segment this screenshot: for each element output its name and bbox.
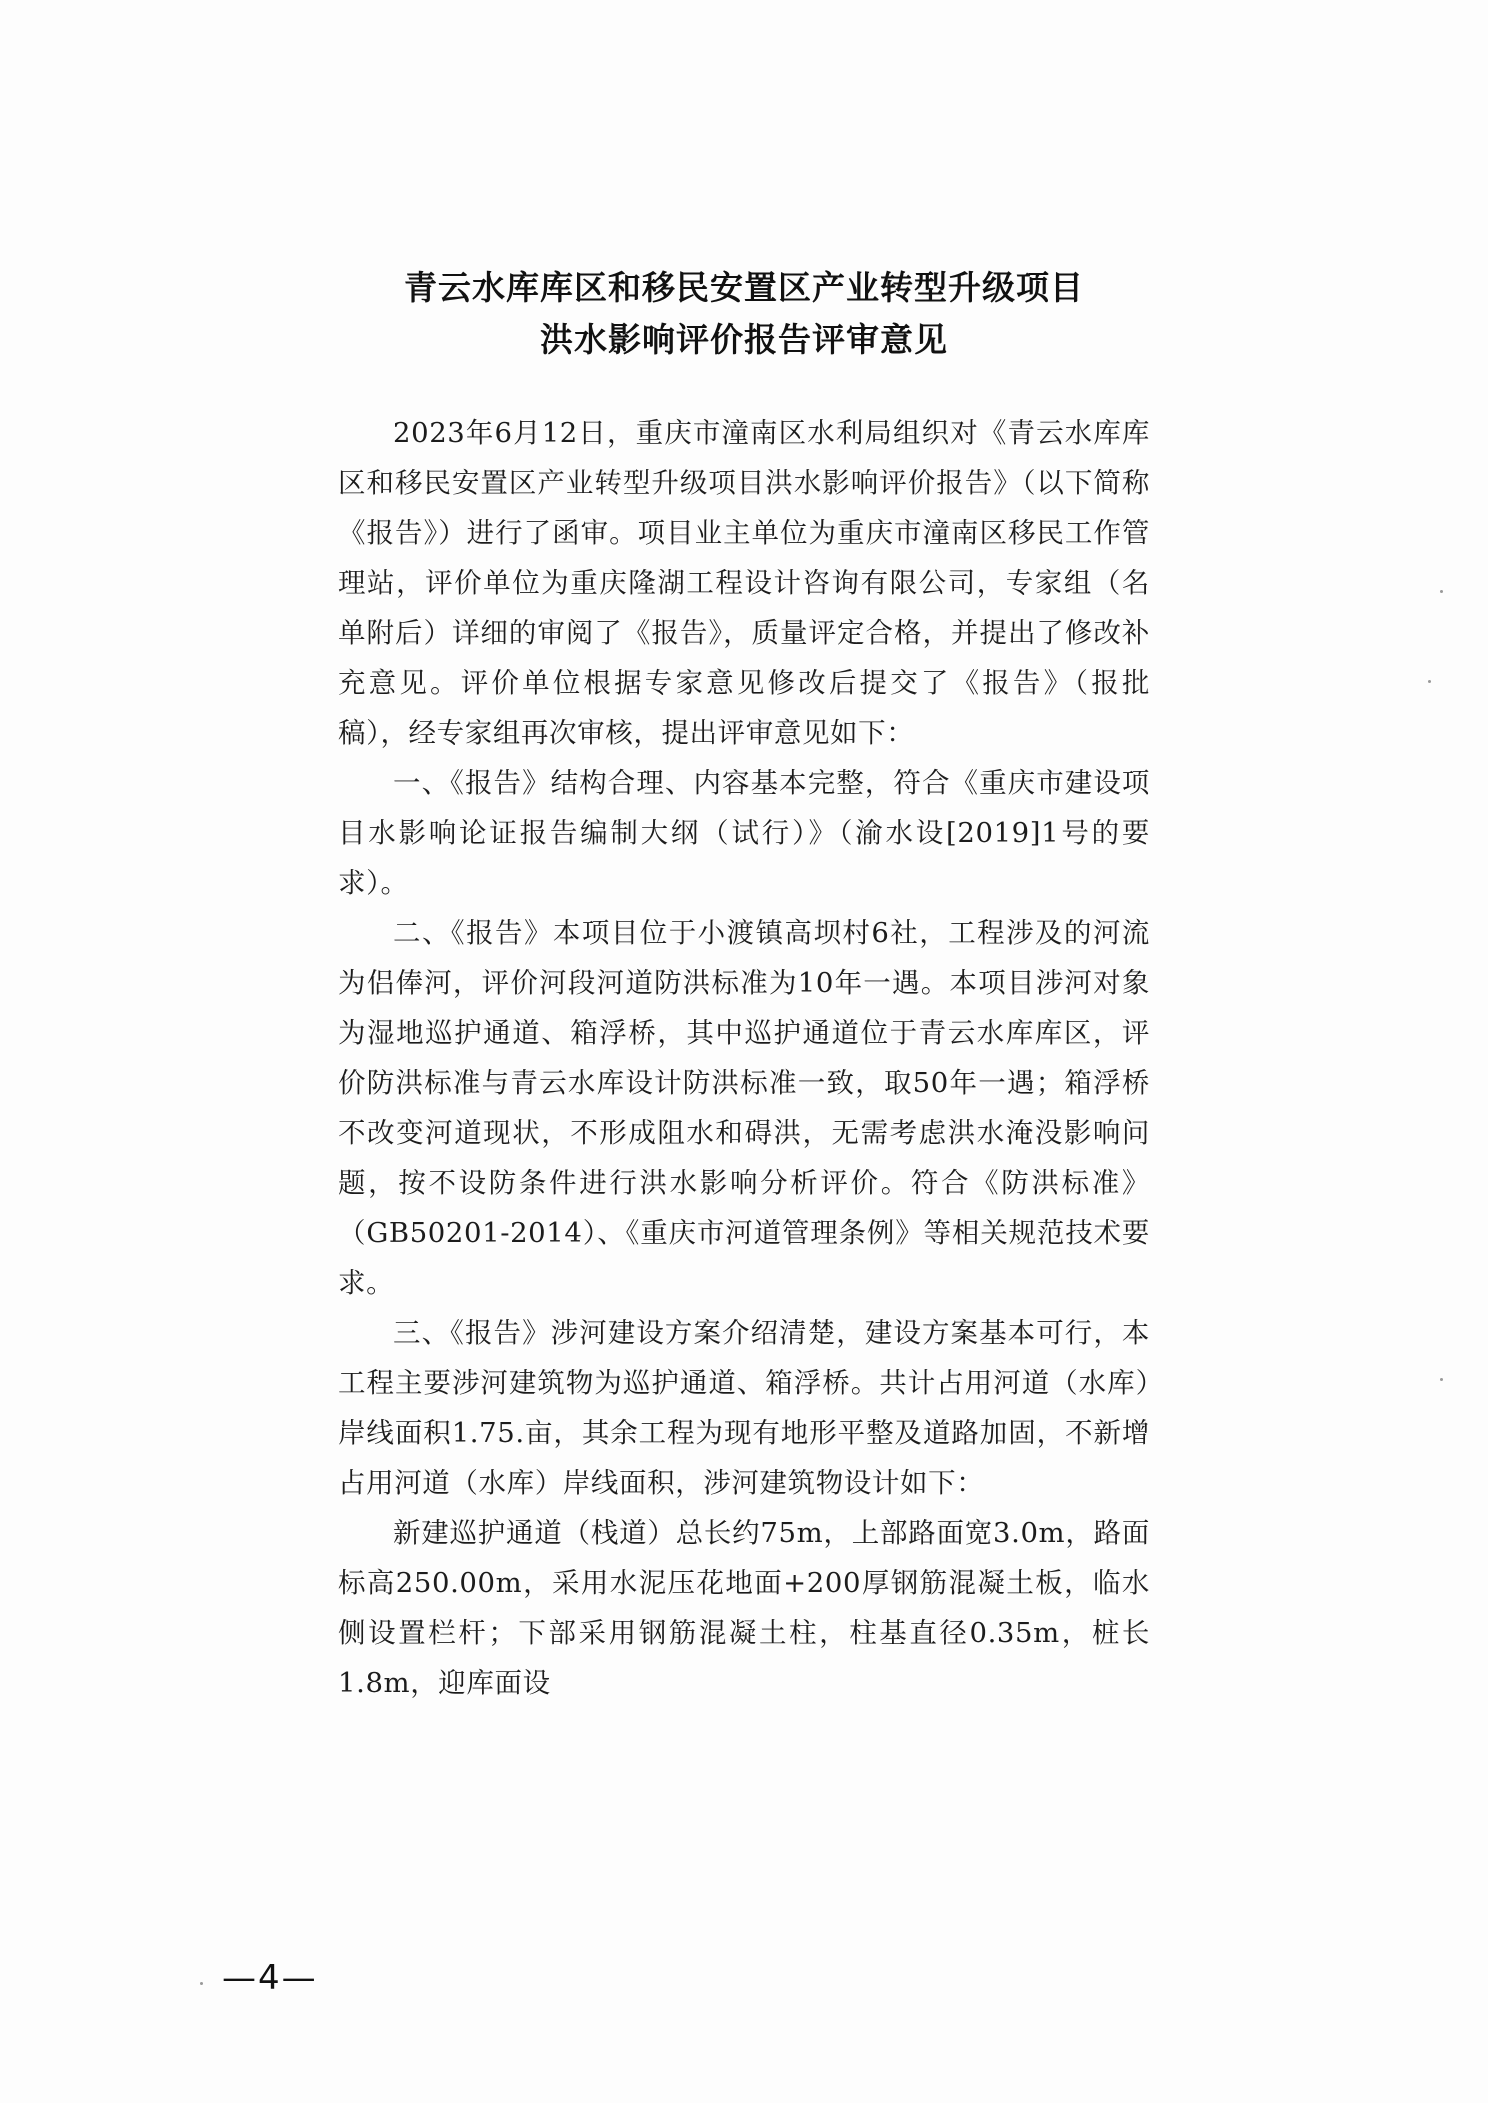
paragraph-intro: 2023年6月12日，重庆市潼南区水利局组织对《青云水库库区和移民安置区产业转型升级项目洪水影响评价报告》（以下简称《报告》）进行了函审。项目业主单位为重庆市潼南区移民工作管理站，评价单位为重庆隆湖工程设计咨询有限公司，专家组（名单附后）详细的审阅了《报告》，质量评定合格，并提出了修改补充意见。评价单位根据专家意见修改后提交了《报告》（报批稿），经专家组再次审核，提出评审意见如下： bbox=[338, 417, 1150, 749]
paragraph-item-3: 三、《报告》涉河建设方案介绍清楚，建设方案基本可行，本工程主要涉河建筑物为巡护通道、箱浮桥。共计占用河道（水库）岸线面积1.75.亩，其余工程为现有地形平整及道路加固，不新增占用河道（水库）岸线面积，涉河建筑物设计如下： bbox=[338, 1317, 1150, 1499]
scan-speck bbox=[1428, 680, 1431, 683]
paragraph-design-details: 新建巡护通道（栈道）总长约75m，上部路面宽3.0m，路面标高250.00m，采用水泥压花地面+200厚钢筋混凝土板，临水侧设置栏杆；下部采用钢筋混凝土柱，柱基直径0.35m，桩长1.8m，迎库面设 bbox=[338, 1517, 1150, 1699]
document-title-line-2: 洪水影响评价报告评审意见 bbox=[540, 320, 948, 359]
document-body bbox=[338, 408, 1150, 1708]
page-number: —4— bbox=[222, 1958, 318, 1998]
scan-speck bbox=[1440, 1378, 1443, 1381]
paragraph-item-1: 一、《报告》结构合理、内容基本完整，符合《重庆市建设项目水影响论证报告编制大纲（试行）》（渝水设[2019]1号的要求）。 bbox=[338, 767, 1150, 899]
document-title-line-1: 青云水库库区和移民安置区产业转型升级项目 bbox=[404, 268, 1084, 307]
scan-speck bbox=[1440, 590, 1443, 593]
scan-speck bbox=[200, 1982, 203, 1985]
paragraph-item-2: 二、《报告》本项目位于小渡镇高坝村6社，工程涉及的河流为侣俸河，评价河段河道防洪标准为10年一遇。本项目涉河对象为湿地巡护通道、箱浮桥，其中巡护通道位于青云水库库区，评价防洪标准与青云水库设计防洪标准一致，取50年一遇；箱浮桥不改变河道现状，不形成阻水和碍洪，无需考虑洪水淹没影响问题，按不设防条件进行洪水影响分析评价。符合《防洪标准》（GB50201-2014）、《重庆市河道管理条例》等相关规范技术要求。 bbox=[338, 917, 1150, 1299]
